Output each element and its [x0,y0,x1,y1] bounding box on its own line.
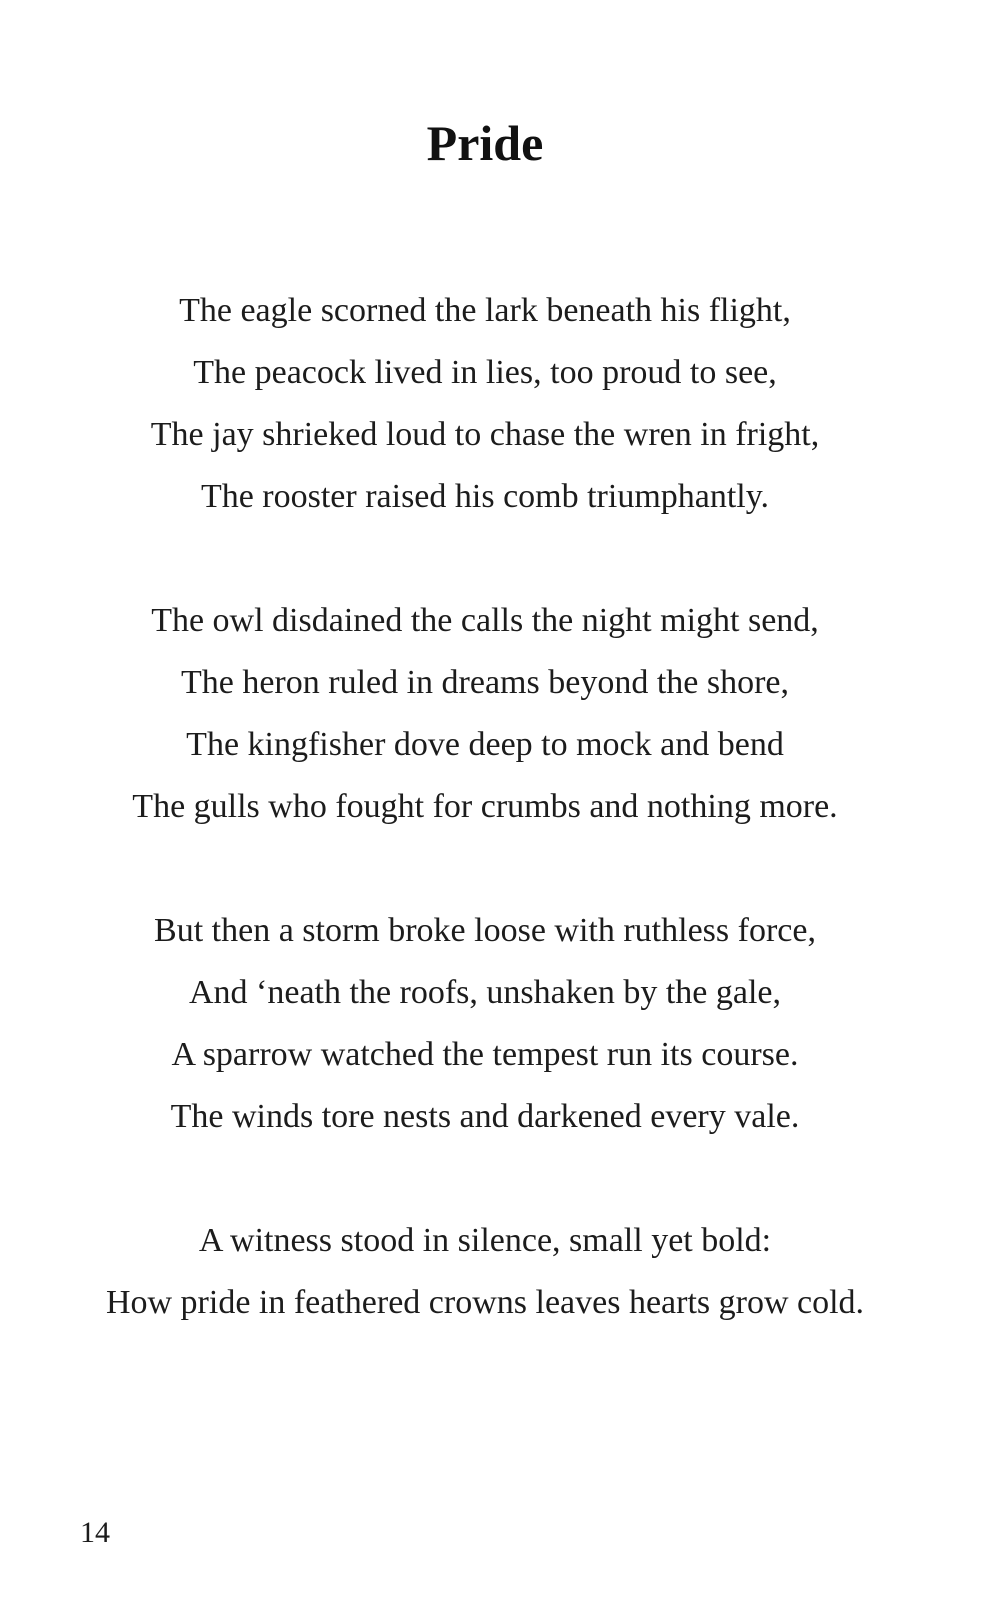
poem-line: The heron ruled in dreams beyond the shore, [180,664,790,701]
stanza-1 [0,280,970,528]
stanza-2 [0,590,970,838]
poem-line: How pride in feathered crowns leaves hearts grow cold. [105,1284,865,1321]
poem-line: The rooster raised his comb triumphantly. [200,478,770,515]
poem-line: The jay shrieked loud to chase the wren in fright, [150,416,820,453]
poem-line: The winds tore nests and darkened every vale. [170,1098,800,1135]
stanza-3 [0,900,970,1148]
poem-line: The owl disdained the calls the night might send, [151,602,819,639]
stanza-4 [0,1210,970,1334]
poem-line: But then a storm broke loose with ruthless force, [154,912,816,949]
poem-body [0,280,970,1396]
poem-line: The eagle scorned the lark beneath his flight, [179,292,791,329]
poem-line: The peacock lived in lies, too proud to see, [193,354,777,391]
page-number: 14 [80,1516,110,1549]
poem-line: The kingfisher dove deep to mock and bend [186,726,784,763]
poem-line: A witness stood in silence, small yet bold: [198,1222,772,1259]
poem-line: And ‘neath the roofs, unshaken by the gale, [189,974,781,1011]
poem-title: Pride [426,115,544,171]
poem-line: A sparrow watched the tempest run its course. [171,1036,799,1073]
poem-line: The gulls who fought for crumbs and nothing more. [132,788,838,825]
